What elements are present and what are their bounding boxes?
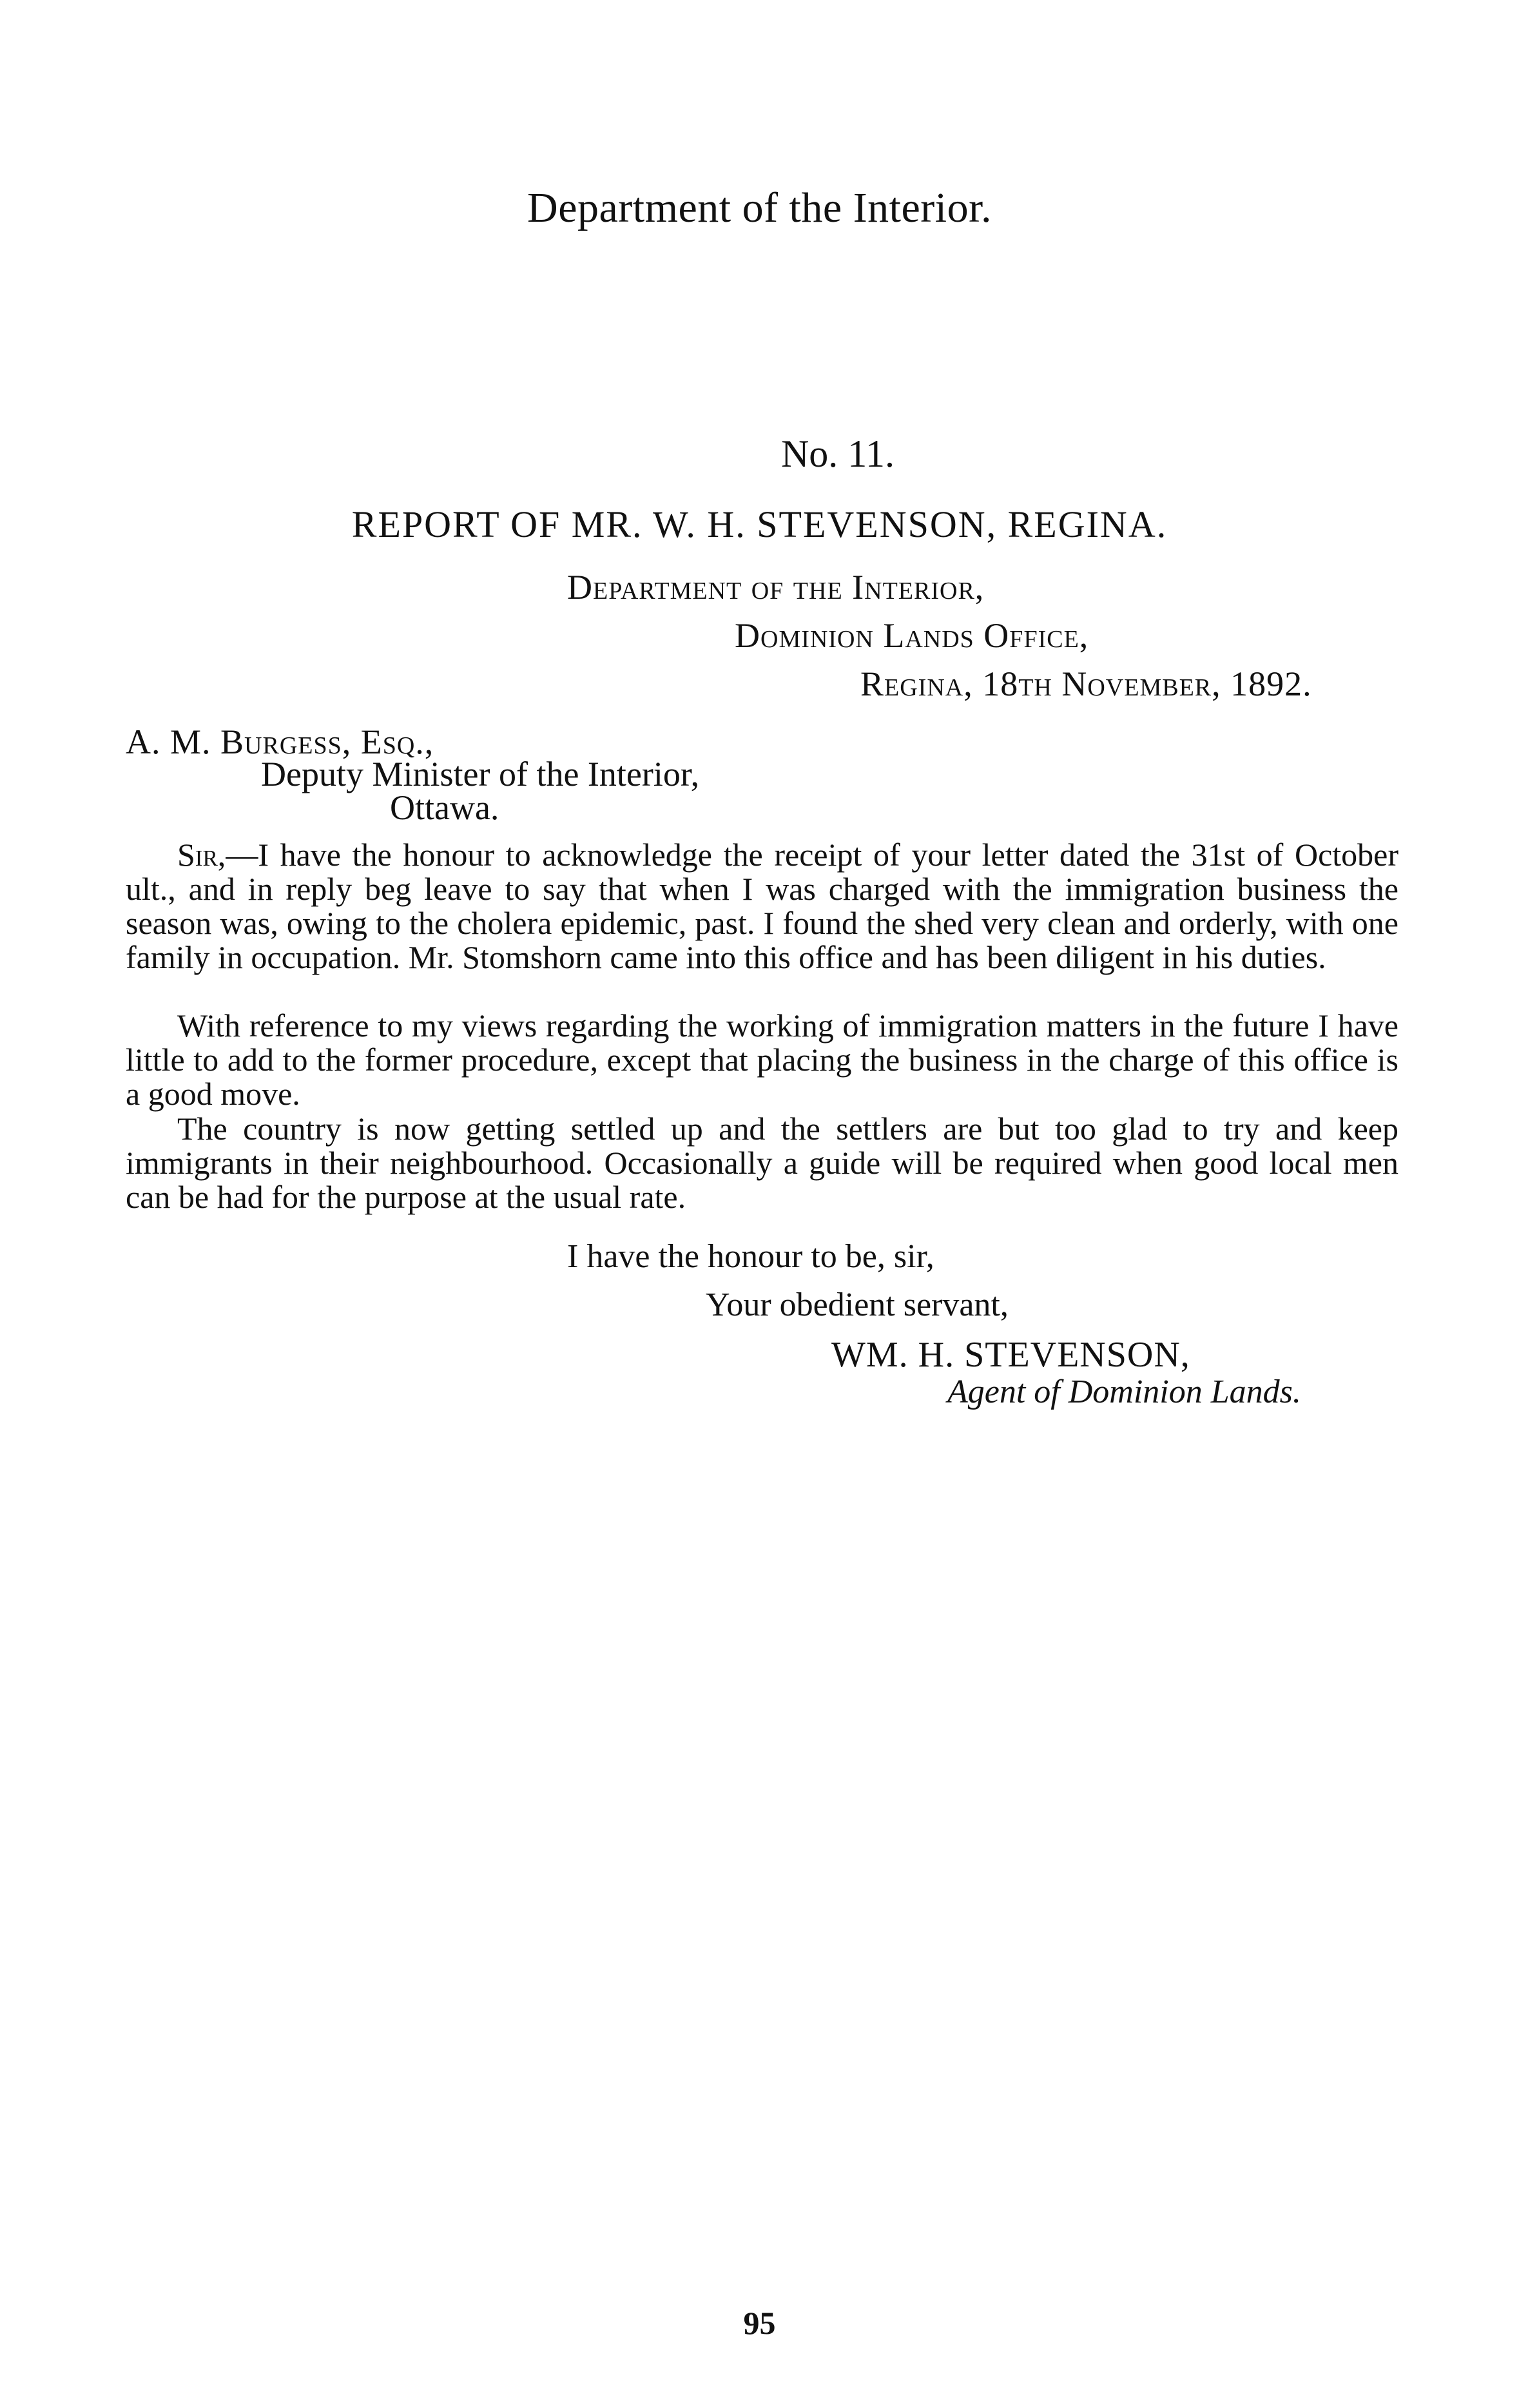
recipient-city: Ottawa. (390, 788, 499, 827)
closing-line-honour: I have the honour to be, sir, (567, 1238, 934, 1275)
page-number: 95 (743, 2305, 776, 2341)
signature-name: WM. H. STEVENSON, (831, 1335, 1190, 1375)
address-line-department: Department of the Interior, (567, 568, 985, 607)
recipient-title: Deputy Minister of the Interior, (261, 755, 700, 793)
letter-body-paragraph-3 (126, 1112, 1398, 1214)
address-line-office: Dominion Lands Office, (735, 616, 1089, 655)
page-header-title: Department of the Interior. (527, 184, 992, 231)
salutation: Sir, (177, 837, 226, 873)
paragraph-1-text: —I have the honour to acknowledge the receipt of your letter dated the 31st of October ult., and in reply beg leave to say that when I was charged with the immigration business the season was, owing to the cholera epidemic, past. I found the shed very clean and orderly, with one family in occupation. Mr. Stomshorn came into this office and has been diligent in his duties. (126, 837, 1398, 975)
letter-body-paragraph-2 (126, 1009, 1398, 1111)
paragraph-3-text: The country is now getting settled up and the settlers are but too glad to try and keep immigrants in their neighbourhood. Occasionally a guide will be required when good local men can be had for the purpose at the usual rate. (126, 1111, 1398, 1215)
report-heading: REPORT OF MR. W. H. STEVENSON, REGINA. (351, 503, 1168, 545)
paragraph-2-text: With reference to my views regarding the working of immigration matters in the future I have little to add to the former procedure, except that placing the business in the charge of this office is a good move. (126, 1007, 1398, 1112)
recipient-name: A. M. Burgess, Esq., (126, 723, 434, 761)
report-number: No. 11. (780, 432, 895, 475)
signature-role: Agent of Dominion Lands. (947, 1374, 1301, 1410)
letter-body-paragraph-1 (126, 838, 1398, 975)
closing-line-servant: Your obedient servant, (706, 1287, 1009, 1323)
address-line-date: Regina, 18th November, 1892. (860, 665, 1312, 703)
